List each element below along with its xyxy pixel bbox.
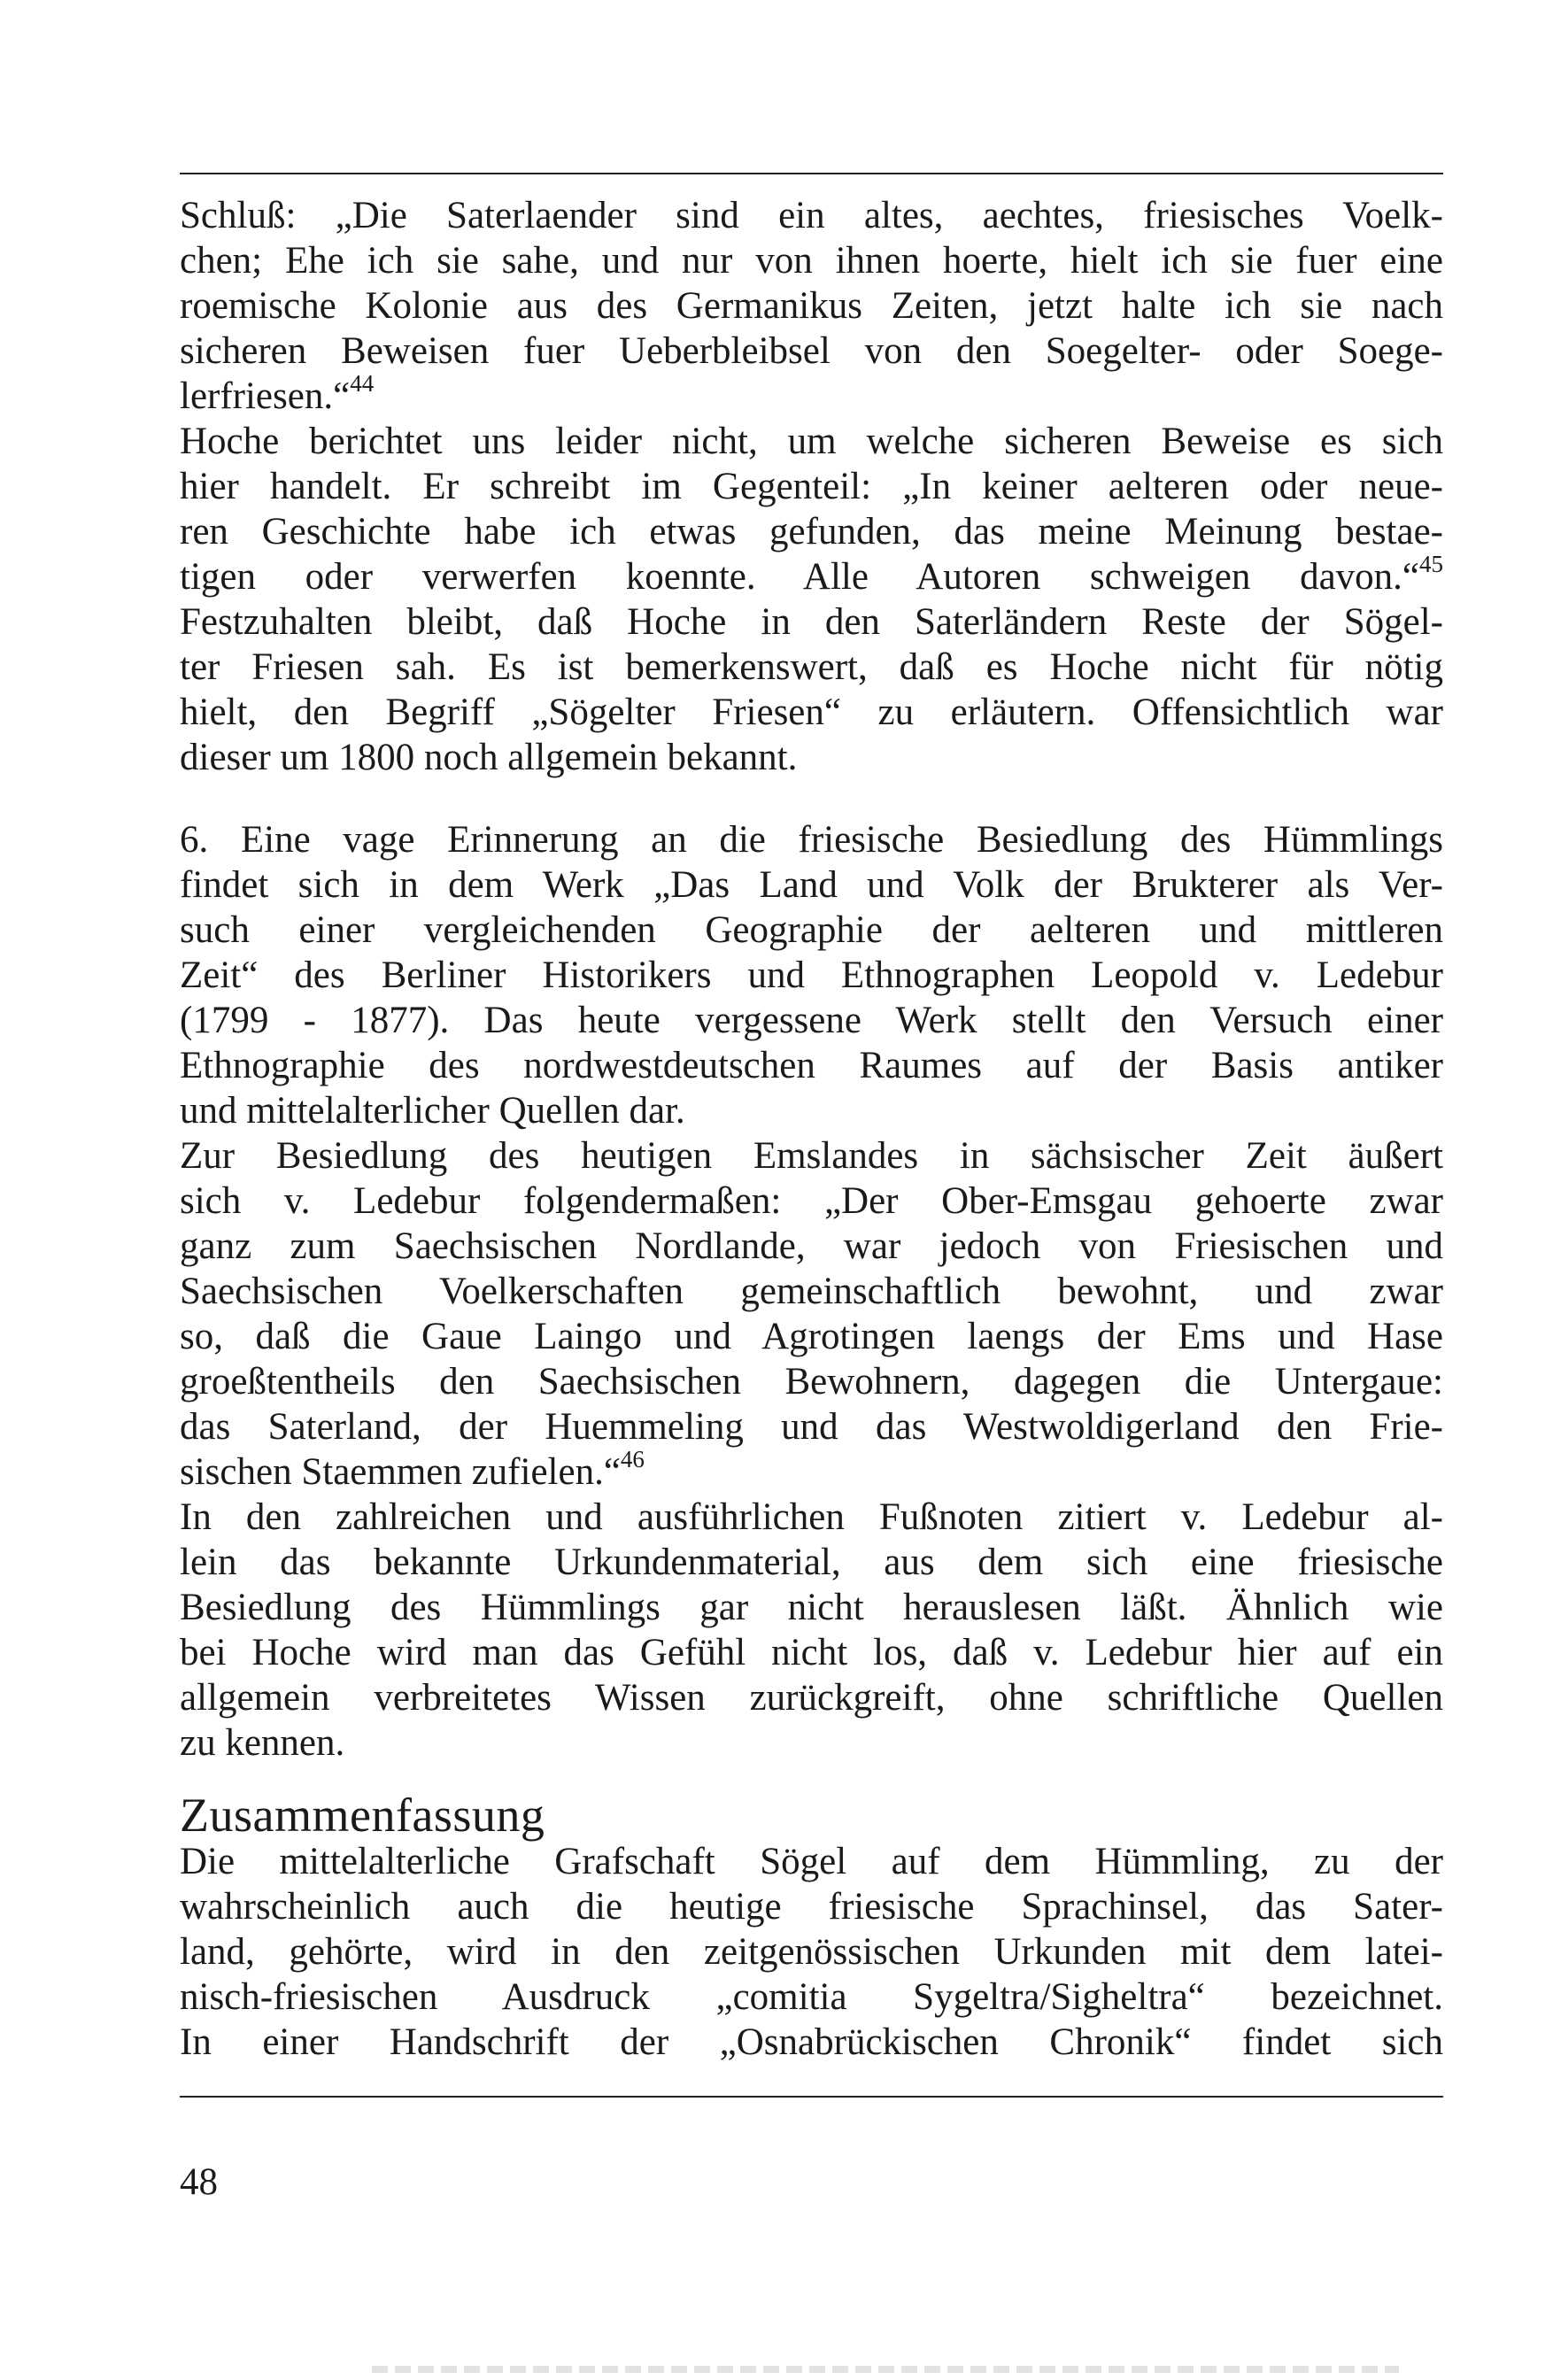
text-line-content: sich v. Ledebur folgendermaßen: „Der Ober-Emsgau gehoerte zwar — [180, 1180, 1443, 1222]
text-line — [180, 1675, 1443, 1720]
page-number: 48 — [180, 2161, 218, 2203]
text-line — [180, 1178, 1443, 1224]
text-line — [180, 1884, 1443, 1929]
text-line — [180, 1720, 1443, 1766]
text-line-content: Hoche berichtet uns leider nicht, um welche sicheren Beweise es sich — [180, 421, 1443, 462]
text-line-content: zu kennen. — [180, 1722, 345, 1764]
footnote-marker: 46 — [620, 1445, 645, 1472]
text-line-content: bei Hoche wird man das Gefühl nicht los, daß v. Ledebur hier auf ein — [180, 1632, 1443, 1673]
text-line — [180, 1088, 1443, 1133]
text-line — [180, 369, 1443, 419]
text-line-content: ter Friesen sah. Es ist bemerkenswert, daß es Hoche nicht für nötig — [180, 646, 1443, 688]
text-line-content: dieser um 1800 noch allgemein bekannt. — [180, 737, 798, 778]
text-line — [180, 283, 1443, 328]
text-line — [180, 550, 1443, 599]
text-line-content: Ethnographie des nordwestdeutschen Raumes auf der Basis antiker — [180, 1045, 1443, 1086]
text-line-content: und mittelalterlicher Quellen dar. — [180, 1090, 685, 1132]
text-line-content: lein das bekannte Urkundenmaterial, aus dem sich eine friesische — [180, 1542, 1443, 1583]
text-line — [180, 2020, 1443, 2065]
text-line-content: ganz zum Saechsischen Nordlande, war jedoch von Friesischen und — [180, 1225, 1443, 1267]
text-line — [180, 1630, 1443, 1675]
text-line — [180, 509, 1443, 554]
section-heading: Zusammenfassung — [180, 1789, 545, 1842]
text-line — [180, 1269, 1443, 1314]
text-line — [180, 1495, 1443, 1540]
text-line-content: Zeit“ des Berliner Historikers und Ethnographen Leopold v. Ledebur — [180, 954, 1443, 996]
text-line — [180, 1585, 1443, 1630]
text-line-content: tigen oder verwerfen koennte. Alle Autoren schweigen davon.“ — [180, 556, 1419, 598]
text-line — [180, 1445, 1443, 1495]
text-line-content: land, gehörte, wird in den zeitgenössischen Urkunden mit dem latei- — [180, 1931, 1443, 1973]
text-line — [180, 1929, 1443, 1974]
text-line — [180, 1974, 1443, 2020]
text-line — [180, 998, 1443, 1043]
text-line — [180, 817, 1443, 862]
text-line-content: such einer vergleichenden Geographie der aelteren und mittleren — [180, 909, 1443, 951]
text-line — [180, 599, 1443, 645]
text-line-content: Festzuhalten bleibt, daß Hoche in den Saterländern Reste der Sögel- — [180, 601, 1443, 643]
text-line-content: 6. Eine vage Erinnerung an die friesische Besiedlung des Hümmlings — [180, 819, 1443, 861]
text-line — [180, 328, 1443, 374]
text-line — [180, 690, 1443, 735]
scan-edge-artifact — [372, 2366, 1399, 2373]
text-line-content: findet sich in dem Werk „Das Land und Volk der Brukterer als Ver- — [180, 864, 1443, 906]
text-line-content: wahrscheinlich auch die heutige friesische Sprachinsel, das Sater- — [180, 1886, 1443, 1928]
text-line — [180, 1404, 1443, 1449]
text-line — [180, 1133, 1443, 1178]
text-line — [180, 419, 1443, 464]
bottom-rule — [180, 2096, 1443, 2098]
text-line — [180, 1839, 1443, 1884]
text-line-content: so, daß die Gaue Laingo und Agrotingen laengs der Ems und Hase — [180, 1316, 1443, 1357]
text-line — [180, 193, 1443, 238]
text-line-content: sischen Staemmen zufielen.“ — [180, 1451, 621, 1493]
text-line — [180, 908, 1443, 953]
text-line-content: Die mittelalterliche Grafschaft Sögel auf dem Hümmling, zu der — [180, 1841, 1443, 1882]
text-line — [180, 953, 1443, 998]
text-line-content: Saechsischen Voelkerschaften gemeinschaftlich bewohnt, und zwar — [180, 1271, 1443, 1312]
text-line-content: sicheren Beweisen fuer Ueberbleibsel von den Soegelter- oder Soege- — [180, 330, 1443, 372]
text-line — [180, 464, 1443, 509]
text-line-content: nisch-friesischen Ausdruck „comitia Sygeltra/Sigheltra“ bezeichnet. — [180, 1976, 1443, 2018]
footnote-marker: 44 — [350, 369, 375, 397]
text-line — [180, 862, 1443, 908]
text-line-content: lerfriesen.“ — [180, 375, 351, 417]
text-line-content: das Saterland, der Huemmeling und das Westwoldigerland den Frie- — [180, 1406, 1443, 1448]
text-line-content: In den zahlreichen und ausführlichen Fußnoten zitiert v. Ledebur al- — [180, 1496, 1443, 1538]
text-line-content: chen; Ehe ich sie sahe, und nur von ihnen hoerte, hielt ich sie fuer eine — [180, 240, 1443, 282]
text-line-content: roemische Kolonie aus des Germanikus Zeiten, jetzt halte ich sie nach — [180, 285, 1443, 327]
text-line — [180, 1359, 1443, 1404]
body-text-section-1 — [180, 193, 1443, 780]
text-line-content: (1799 - 1877). Das heute vergessene Werk stellt den Versuch einer — [180, 1000, 1443, 1041]
text-line — [180, 1224, 1443, 1269]
text-line-content: hielt, den Begriff „Sögelter Friesen“ zu erläutern. Offensichtlich war — [180, 692, 1443, 733]
text-line — [180, 238, 1443, 283]
body-text-section-2 — [180, 817, 1443, 1766]
text-line-content: In einer Handschrift der „Osnabrückischen Chronik“ findet sich — [180, 2021, 1443, 2063]
text-line — [180, 1540, 1443, 1585]
body-text-section-3 — [180, 1839, 1443, 2065]
text-line-content: hier handelt. Er schreibt im Gegenteil: „In keiner aelteren oder neue- — [180, 466, 1443, 507]
text-line — [180, 1314, 1443, 1359]
text-line — [180, 645, 1443, 690]
text-line-content: ren Geschichte habe ich etwas gefunden, das meine Meinung bestae- — [180, 511, 1443, 552]
text-line-content: groeßtentheils den Saechsischen Bewohnern, dagegen die Untergaue: — [180, 1361, 1443, 1402]
text-line-content: Besiedlung des Hümmlings gar nicht herauslesen läßt. Ähnlich wie — [180, 1587, 1443, 1628]
text-line-content: allgemein verbreitetes Wissen zurückgreift, ohne schriftliche Quellen — [180, 1677, 1443, 1719]
text-line — [180, 735, 1443, 780]
text-line-content: Schluß: „Die Saterlaender sind ein altes, aechtes, friesisches Voelk- — [180, 195, 1443, 236]
text-line-content: Zur Besiedlung des heutigen Emslandes in sächsischer Zeit äußert — [180, 1135, 1443, 1177]
footnote-marker: 45 — [1419, 550, 1443, 577]
text-line — [180, 1043, 1443, 1088]
top-rule — [180, 173, 1443, 174]
